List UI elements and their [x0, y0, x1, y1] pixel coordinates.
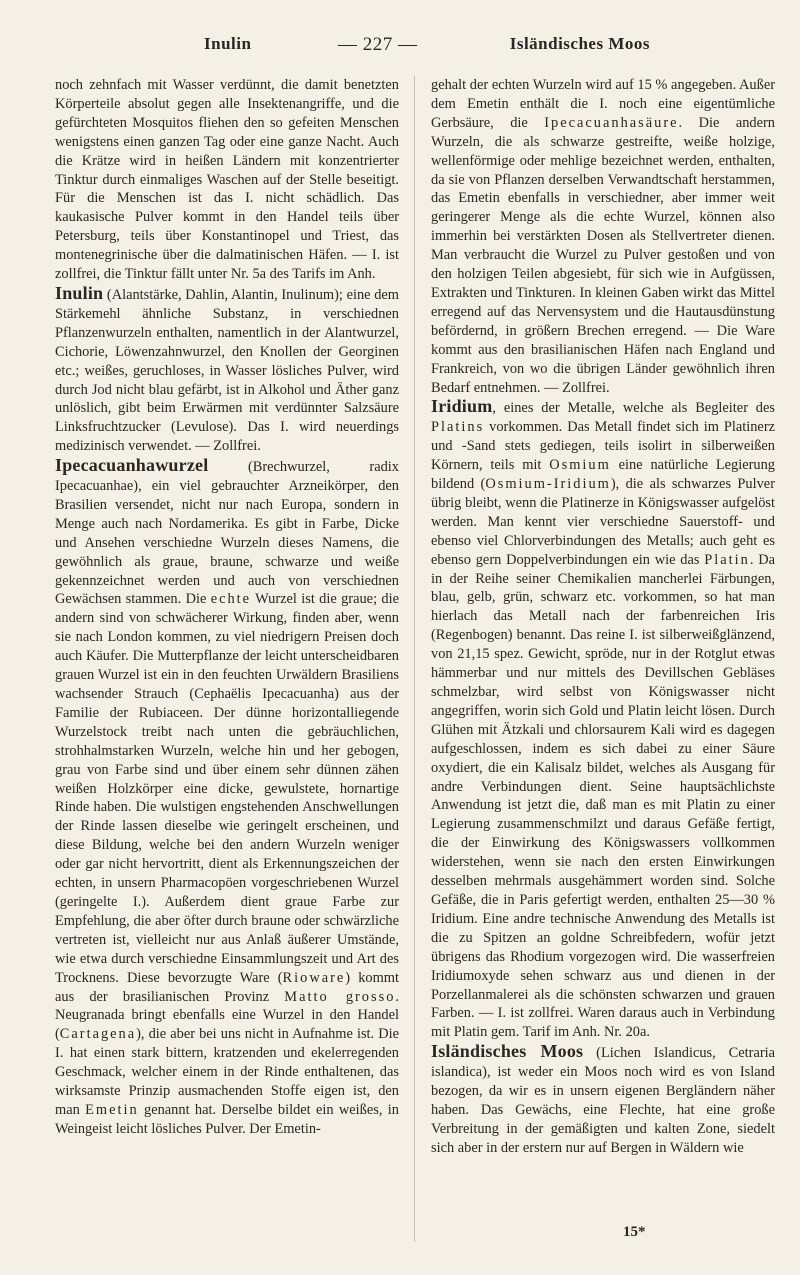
running-header: [60, 34, 750, 56]
spaced-term: Platin: [704, 551, 750, 568]
entry-text: . Die andern Wurzeln, die als schwarze gestreifte, weiße holzige, wellenförmige oder mehlige bezeichnet werden, enthalten, da sie von Pflanzen derselben Verwandtschaft herstammen, das Emetin ebenfalls in verschiedner, aber immer weit geringerer Menge als die echte Wurzel, können also immerhin bei verstärkten Dosen als Stellvertreter dienen. Man verbraucht die Wurzel zu Pulver gestoßen und von den holzigen Teilen abgesiebt, für sich wie in Aufgüssen, Extrakten und Tinkturen. In kleinen Gaben wirkt das Mittel erregend auf das Nervensystem und die Hautausdünstung befördernd, in größern Brechen erregend. — Die Ware kommt aus den brasilianischen Häfen nach England und Frankreich, von wo die übrigen Länder gewöhnlich ihren Bedarf entnehmen. — Zollfrei.: [431, 114, 775, 396]
entry-text: (Lichen Islandicus, Cetraria islandica), ist weder ein Moos noch wird es von Island bezogen, da wir es in unsern eigenen Bergländern näher haben. Das Gewächs, eine Flechte, hat eine große Verbreitung in der gemäßigten und kalten Zone, siedelt sich aber in der erstern nur auf Bergen in Wäldern wie: [431, 1045, 776, 1156]
entry-islaendisches-moos: [431, 1042, 775, 1157]
spaced-term: Osmium: [549, 457, 611, 474]
entry-inulin-text: (Alantstärke, Dahlin, Alantin, Inulinum); eine dem Stärkemehl ähnliche Substanz, in verschiednen Pflanzenwurzeln enthalten, namentlich in der Alantwurzel, Cichorie, Löwenzahnwurzel, den Knollen der Georginen etc.; weißes, geruchloses, in Wasser lösliches Pulver, wird durch Jod nicht blau gefärbt, ist in Alkohol und Äther ganz unlöslich, gibt beim Erwärmen mit verdünnter Salzsäure Linksfruchtzucker (Levulose). Das I. wird neuerdings medizinisch verwendet. — Zollfrei.: [55, 286, 399, 455]
spaced-term: Emetin: [85, 1101, 139, 1118]
entry-text: vorkommen. Das Metall findet sich im Platinerz und -Sand stets gediegen, teils isolirt in silberweißen Körnern, teils mit: [431, 419, 775, 474]
headword-ipecacuanhawurzel: Ipecacuanhawurzel: [55, 455, 209, 476]
spaced-term: Platins: [431, 419, 485, 436]
column-divider: [414, 76, 415, 1242]
entry-text: ), die aber bei uns nicht in Aufnahme ist. Die I. hat einen stark bittern, kratzenden und ekelerregenden Geschmack, welcher einem in der Rinde enthaltenen, das wirksamste Prinzip ausmachenden Stoffe eigen ist, den man: [55, 1026, 399, 1118]
headword-islaendisches-moos: Isländisches Moos: [431, 1041, 584, 1062]
headword-inulin: Inulin: [55, 282, 104, 303]
left-column: [55, 76, 399, 1139]
entry-text: eine natürliche Legierung bildend (: [431, 457, 775, 493]
spaced-term: Ipecacuanhasäure: [544, 114, 679, 131]
entry-inulin: [55, 284, 399, 456]
entry-text: genannt hat. Derselbe bildet ein weißes, in Weingeist leicht lösliches Pulver. Der Emetin-: [55, 1101, 399, 1137]
entry-text: . Neugranada bringt ebenfalls eine Wurzel in den Handel (: [55, 988, 400, 1043]
entry-text: , eines der Metalle, welche als Begleiter des: [492, 400, 775, 417]
entry-text: ) kommt aus der brasilianischen Provinz: [55, 969, 399, 1005]
spaced-term: Osmium-Iridium: [485, 476, 611, 493]
spaced-term: Rioware: [282, 969, 346, 986]
entry-text: Wurzel ist die graue; die andern sind von schwächerer Wirkung, finden aber, wenn sie nach London kommen, zu viel niedrigern Preisen doch auch Käufer. Die Mutterpflanze der leicht unterscheidbaren grauen Wurzel ist ein in den feuchten Urwäldern Brasiliens wachsender Strauch (Cephaëlis Ipecacuanha) aus der Familie der Rubiaceen. Der dünne horizontalliegende Wurzelstock treibt nach unten die gebräuchlichen, strohhalmstarken Wurzeln, welche hin und her gebogen, grau von Farbe sind und über einem sehr dünnen zähen weißen Holzkörper eine dicke, gewulstete, hornartige Rinde haben. Die wulstigen engstehenden Anschwellungen der Rinde lassen dieselbe wie geringelt erscheinen, und diese Bildung, welche bei den andern Wurzeln weniger oder gar nicht hervortritt, dient als Erkennungszeichen der echten, in unsern Pharmacopöen vorgeschriebenen Wurzel (geringelte I.). Außerdem dient graue Farbe zur Empfehlung, die aber öfter durch braune oder schwärzliche vertreten ist, vielleicht nur aus Anlaß äußerer Umstände, wie etwa durch verschiedne Einsammlungszeit und Art des Trocknens. Diese bevorzugte Ware (: [55, 591, 399, 986]
header-left-keyword: Inulin: [204, 34, 252, 53]
continued-paragraph: noch zehnfach mit Wasser verdünnt, die damit benetzten Körperteile absolut gegen alle Insektenangriffe, und die gefürchteten Mosquitos fliehen den so gefeiten Menschen wenigstens einen ganzen Tag oder eine ganze Nacht. Auch die Krätze wird in heißen Ländern mit konzentrierter Tinktur durch einmaliges Waschen auf der Stelle beseitigt. Für die Menschen ist das I. nicht schädlich. Das kaukasische Pulver kommt in den Handel teils über Petersburg, teils über Konstantinopel und Triest, das montenegrinische über die dalmatinischen Häfen. — I. ist zollfrei, die Tinktur fällt unter Nr. 5a des Tarifs im Anh.: [55, 77, 399, 283]
right-column: [431, 76, 775, 1158]
entry-text: . Da in der Reihe seiner Chemikalien mancherlei Färbungen, blau, gelb, grün, schwarz etc. vorkommen, so hat man hierlach das Metall nach der farbenreichen Iris (Regenbogen) benannt. Das reine I. ist silberweißglänzend, von 21,15 spez. Gewicht, spröde, nur in der Rotglut etwas hämmerbar und nur mittels des Devillschen Gebläses schmelzbar, wird selbst von Königswasser nicht angegriffen, worin sich Gold und Platin leicht lösen. Durch Glühen mit Ätzkali und chlorsaurem Kali wird es dagegen aufgeschlossen, indem es sich dabei zu einer Säure oxydiert, die ein Kalisalz bildet, welches als Ausgang für andre Verbindungen dient. Seine hauptsächlichste Anwendung ist jetzt die, daß man es mit Platin zu einer Legierung zusammenschmilzt und daraus Gefäße fertigt, die der Einwirkung des Königswassers vollkommen widerstehen, wenn sie nach den ersten Einwirkungen desselben mehrmals ausgehämmert worden sind. Solche Gefäße, die in Paris gefertigt werden, enthalten 25—30 % Iridium. Eine andre technische Anwendung des Metalls ist die zu Spitzen an goldne Schreibfedern, wofür jetzt übrigens das Rhodium vorgezogen wird. Die wasserfreien Iridiumoxyde sehen schwarz aus und dienen in der Porzellanmalerei als die schönsten schwarzen und grauen Farben. — I. ist zollfrei. Waren daraus auch in Verbindung mit Platin gem. Tarif im Anh. Nr. 20a.: [431, 551, 775, 1041]
headword-iridium: Iridium: [431, 396, 493, 417]
signature-mark: 15*: [623, 1224, 646, 1240]
entry-text: ), die als schwarzes Pulver übrig bleibt, wenn die Platinerze in Königswasser aufgelöst werden. Man kennt vier verschiedne Sauerstoff- und ebenso viel Chlorverbindungen des Metalls; auch geht es ebenso gern Doppelverbindungen ein wie das: [431, 476, 775, 568]
spaced-term: Matto grosso: [284, 988, 396, 1005]
entry-text: (Brechwurzel, radix Ipecacuanhae), ein viel gebrauchter Arzneikörper, den Brasilien versendet, nicht nur nach Europa, sondern in Menge auch nach Nordamerika. Es gibt in Farbe, Dicke und Ansehen verschiedne Wurzeln dieses Namens, die gewöhnlich als graue, braune, schwarze und weiße gekennzeichnet werden und auch von verschiednen Gewächsen stammen. Die: [55, 459, 399, 608]
header-right-keyword: Isländisches Moos: [509, 34, 650, 53]
spaced-term: Cartagena: [59, 1026, 137, 1043]
continued-paragraph: [431, 76, 775, 397]
page-number: — 227 —: [338, 34, 418, 55]
entry-iridium: [431, 397, 775, 1042]
spaced-term: echte: [210, 591, 252, 608]
entry-text: gehalt der echten Wurzeln wird auf 15 % angegeben. Außer dem Emetin enthält die I. noch eine eigentümliche Gerbsäure, die: [431, 77, 775, 131]
entry-ipecacuanhawurzel: [55, 456, 399, 1139]
